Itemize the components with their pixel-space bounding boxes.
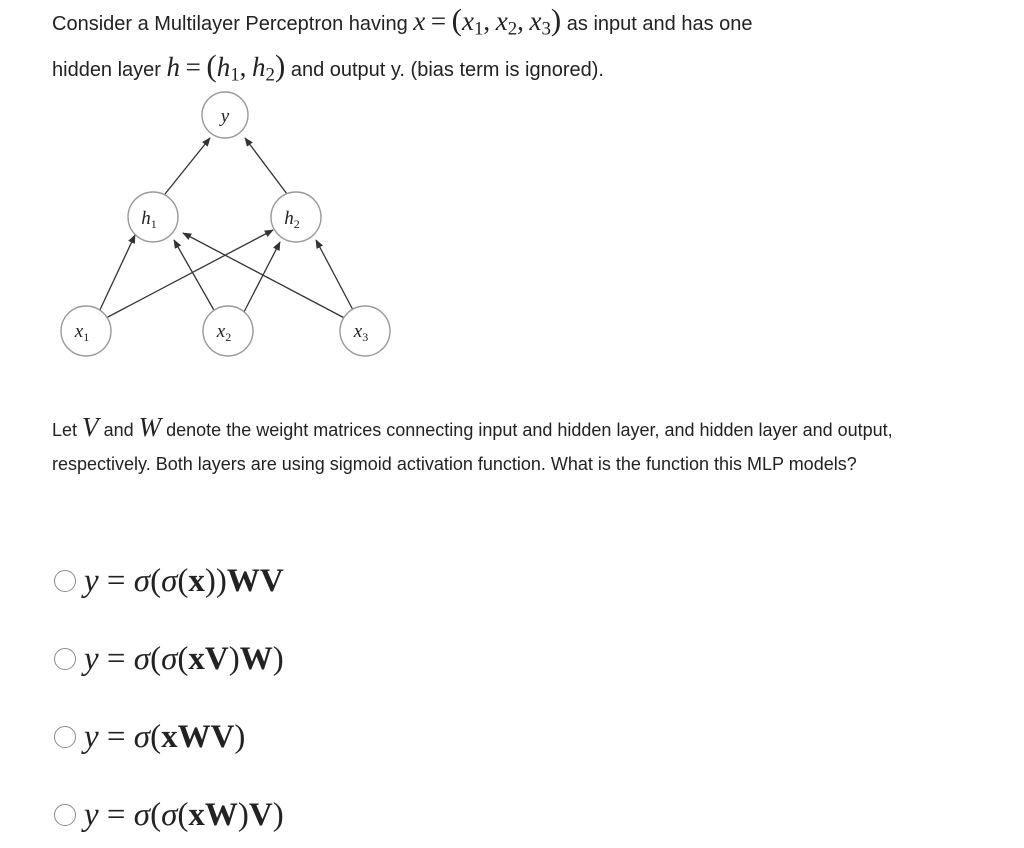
close-paren: ) — [274, 47, 286, 83]
node-h2 — [271, 192, 321, 242]
edge-x1-h1 — [98, 235, 135, 314]
option-formula-2: y = σ(σ(xV)W) — [84, 640, 284, 677]
comma: , — [239, 51, 247, 82]
svg-text:h2: $h_2$ — [284, 208, 300, 231]
var-x: x — [413, 6, 426, 36]
node-y — [202, 92, 248, 138]
edge-x2-h1 — [174, 240, 215, 312]
answer-option-4[interactable] — [54, 776, 284, 848]
prompt-text-3: denote the weight matrices connecting input and hidden layer, and hidden layer and output, respectively. Both layers are using sigmoid activation function. What is the function this MLP models? — [52, 420, 893, 474]
svg-text:x1: $x_1$ — [74, 321, 90, 344]
equals-sign: = — [430, 6, 447, 36]
svg-text:y: y — [220, 106, 230, 127]
radio-button-1[interactable] — [54, 570, 76, 592]
intro-text-4: and output y. (bias term is ignored). — [290, 58, 604, 81]
radio-button-2[interactable] — [54, 648, 76, 670]
option-formula-4: y = σ(σ(xW)V) — [84, 796, 284, 833]
node-x2 — [203, 306, 253, 356]
question-prompt — [52, 410, 952, 481]
comma: , — [483, 6, 491, 36]
close-paren: ) — [550, 2, 562, 37]
prompt-text-2: and — [103, 420, 134, 440]
comma: , — [517, 6, 524, 36]
radio-button-4[interactable] — [54, 804, 76, 826]
x1-symbol: $x_1$ — [461, 6, 484, 40]
edge-x3-h2 — [316, 240, 353, 310]
option-formula-1: y = σ(σ(x))WV — [84, 562, 284, 599]
node-x1 — [61, 306, 111, 356]
option-formula-1-body: σ(σ(x))WV — [133, 562, 284, 599]
answer-options — [54, 542, 284, 848]
option-formula-3: y = σ(xWV) — [84, 718, 246, 755]
intro-text-2: as input and has one — [566, 13, 753, 35]
edge-h2-y — [245, 138, 287, 194]
node-h1 — [128, 192, 178, 242]
node-x3 — [340, 306, 390, 356]
mlp-diagram — [40, 80, 420, 370]
edge-x2-h2 — [244, 242, 280, 312]
edge-h1-y — [165, 138, 210, 194]
option-formula-3-body: σ(xWV) — [133, 718, 246, 755]
intro-text-1: Consider a Multilayer Perceptron having — [52, 13, 408, 35]
answer-option-2[interactable] — [54, 620, 284, 698]
h2-symbol: $h_2$ — [251, 51, 275, 86]
answer-option-1[interactable] — [54, 542, 284, 620]
open-paren: ( — [451, 2, 462, 37]
svg-text:h1: $h_1$ — [141, 208, 157, 231]
svg-text:x2: $x_2$ — [216, 321, 232, 344]
edge-x3-h1 — [183, 233, 352, 322]
answer-option-3[interactable] — [54, 698, 284, 776]
intro-text-3: hidden layer — [52, 58, 161, 81]
open-paren: ( — [206, 47, 217, 83]
var-V: V — [82, 412, 99, 442]
svg-text:x3: $x_3$ — [353, 321, 369, 344]
mlp-diagram-svg — [40, 80, 420, 370]
x2-symbol: $x_2$ — [495, 6, 518, 40]
x3-symbol: $x_3$ — [529, 6, 551, 40]
radio-button-3[interactable] — [54, 726, 76, 748]
option-formula-2-body: σ(σ(xV)W) — [133, 640, 284, 677]
prompt-text-1: Let — [52, 420, 78, 440]
var-W: W — [138, 412, 162, 442]
var-h: h — [166, 51, 181, 82]
option-formula-4-body: σ(σ(xW)V) — [133, 796, 284, 833]
h1-symbol: $h_1$ — [216, 51, 240, 86]
equals-sign: = — [185, 51, 201, 82]
